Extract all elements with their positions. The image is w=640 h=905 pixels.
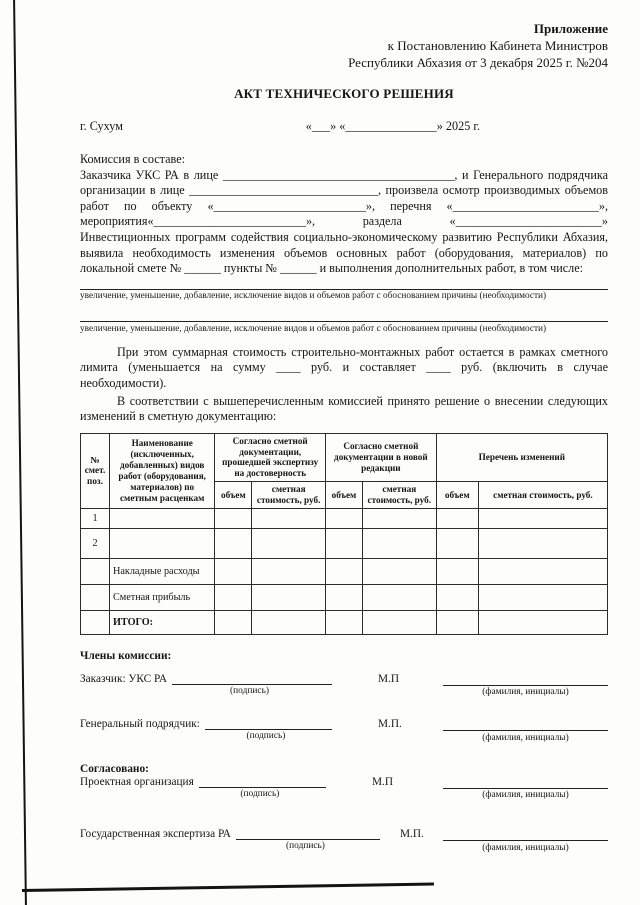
row-name-cell: Накладные расходы <box>109 558 214 584</box>
empty-cell <box>215 558 252 584</box>
annex-reference <box>80 20 608 71</box>
empty-cell <box>252 610 326 634</box>
signature-line <box>236 828 380 840</box>
annex-line2: к Постановлению Кабинета Министров <box>387 38 608 53</box>
table-row <box>81 508 608 528</box>
signatures-section <box>80 650 608 854</box>
commission-label: Комиссия в составе: <box>80 152 185 166</box>
empty-cell <box>215 610 252 634</box>
table-row <box>81 528 608 558</box>
signature-left <box>80 776 326 800</box>
limit-paragraph: При этом суммарная стоимость строительно-монтажных работ остается в рамках сметного лимита (уменьшается на сумму ____ руб. и составляет ____ руб. (включить в случае необходимости). <box>80 344 608 390</box>
table-row <box>81 610 608 634</box>
signature-label: Генеральный подрядчик: <box>80 718 200 731</box>
table-row <box>81 584 608 610</box>
signature-right <box>443 673 608 699</box>
stamp-placeholder: М.П. <box>400 828 424 841</box>
row-number-cell <box>81 584 110 610</box>
fio-caption: (фамилия, инициалы) <box>482 732 569 743</box>
commission-paragraph: Заказчика УКС РА в лице ______________________________________, и Генерального подрядчика организации в лице _______________________________, произвела осмотр производимых объемов работ по объекту «_________________________», перечня «________________________», мероприятия«_________________________», раздела «________________________» Инвестиционных программ содействия социально-экономическому развитию Республики Абхазия, выявила необходимость изменения объемов основных работ (оборудования, материалов) по локальной смете № ______ пункты № ______ и выполнения дополнительных работ, в том числе: <box>80 167 608 276</box>
fio-caption: (фамилия, инициалы) <box>482 842 569 853</box>
agreed-title: Согласовано: <box>80 762 149 775</box>
empty-cell <box>326 584 363 610</box>
row-number-cell: 2 <box>81 528 110 558</box>
row-name-cell <box>109 508 214 528</box>
col-header-position: № смет. поз. <box>81 433 110 508</box>
blank-caption-1: увеличение, уменьшение, добавление, исключение видов и объемов работ с обоснованием причины (необходимости) <box>80 291 547 302</box>
col-group-expertise: Согласно сметной документации, прошедшей экспертизу на достоверность <box>215 433 326 481</box>
subcol-volume-2: объем <box>326 482 363 509</box>
empty-cell <box>436 528 478 558</box>
empty-cell <box>478 584 607 610</box>
empty-cell <box>362 508 436 528</box>
signature-line <box>205 718 332 730</box>
signature-label: Проектная организация <box>80 775 194 788</box>
empty-cell <box>478 610 607 634</box>
col-header-name: Наименование (исключенных, добавленных) видов работ (оборудования, материалов) по сметным расценкам <box>109 433 214 508</box>
empty-cell <box>478 528 607 558</box>
city-date-row <box>80 119 608 134</box>
row-number-cell: 1 <box>81 508 110 528</box>
stamp-placeholder: М.П. <box>378 718 402 731</box>
empty-cell <box>326 610 363 634</box>
signature-right <box>443 776 608 802</box>
annex-title: Приложение <box>533 21 608 36</box>
document-title: АКТ ТЕХНИЧЕСКОГО РЕШЕНИЯ <box>234 86 454 101</box>
subcol-cost-3: сметная стоимость, руб. <box>478 482 607 509</box>
subcol-volume-1: объем <box>215 482 252 509</box>
signature-row-contractor <box>80 718 608 744</box>
subcol-cost-2: сметная стоимость, руб. <box>362 482 436 509</box>
empty-cell <box>436 584 478 610</box>
table-row <box>81 558 608 584</box>
col-group-new-edition: Согласно сметной документации в новой редакции <box>326 433 437 481</box>
fio-caption: (фамилия, инициалы) <box>482 790 569 801</box>
signature-row-design-org <box>80 776 608 802</box>
empty-cell <box>436 610 478 634</box>
podpis-caption: (подпись) <box>246 731 286 742</box>
city-label: г. Сухум <box>80 119 123 133</box>
fio-line <box>443 718 608 731</box>
col-group-changes: Перечень изменений <box>436 433 607 481</box>
row-name-cell <box>109 528 214 558</box>
row-name-cell: ИТОГО: <box>109 610 214 634</box>
podpis-caption: (подпись) <box>240 788 280 799</box>
signature-right <box>443 718 608 744</box>
signature-row-state-expertise <box>80 828 608 854</box>
changes-table <box>80 433 608 635</box>
empty-cell <box>215 584 252 610</box>
empty-cell <box>252 508 326 528</box>
signature-left <box>80 718 332 742</box>
signature-left <box>80 828 380 852</box>
empty-cell <box>362 610 436 634</box>
empty-cell <box>252 558 326 584</box>
subcol-cost-1: сметная стоимость, руб. <box>252 482 326 509</box>
fio-line <box>443 828 608 841</box>
blank-caption-2: увеличение, уменьшение, добавление, исключение видов и объемов работ с обоснованием причины (необходимости) <box>80 323 547 334</box>
signature-line <box>172 673 332 685</box>
empty-cell <box>436 558 478 584</box>
empty-cell <box>478 558 607 584</box>
empty-cell <box>326 508 363 528</box>
podpis-caption: (подпись) <box>286 841 325 852</box>
podpis-caption: (подпись) <box>230 685 269 696</box>
empty-cell <box>252 528 326 558</box>
row-number-cell <box>81 558 110 584</box>
members-title: Члены комиссии: <box>80 649 172 662</box>
signature-label: Государственная экспертиза РА <box>80 828 231 841</box>
signature-left <box>80 673 332 697</box>
stamp-placeholder: М.П <box>378 672 400 685</box>
blank-line-1 <box>80 277 608 290</box>
empty-cell <box>478 508 607 528</box>
subcol-volume-3: объем <box>436 482 478 509</box>
signature-row-customer <box>80 673 608 699</box>
signature-label: Заказчик: УКС РА <box>80 672 168 685</box>
fio-line <box>443 673 608 686</box>
empty-cell <box>215 508 252 528</box>
row-number-cell <box>81 610 110 634</box>
signature-right <box>443 828 608 854</box>
decision-paragraph: В соответствии с вышеперечисленным комиссией принято решение о внесении следующих изменений в сметную документацию: <box>80 393 608 424</box>
fio-caption: (фамилия, инициалы) <box>482 687 569 698</box>
date-blank: «___» «_______________» 2025 г. <box>305 119 480 133</box>
empty-cell <box>215 528 252 558</box>
empty-cell <box>326 558 363 584</box>
empty-cell <box>362 558 436 584</box>
empty-cell <box>436 508 478 528</box>
empty-cell <box>252 584 326 610</box>
scan-edge-bottom <box>22 883 434 892</box>
empty-cell <box>362 528 436 558</box>
stamp-placeholder: М.П <box>372 775 394 788</box>
empty-cell <box>326 528 363 558</box>
annex-line3: Республики Абхазия от 3 декабря 2025 г. №204 <box>348 55 608 70</box>
fio-line <box>443 776 608 789</box>
empty-cell <box>362 584 436 610</box>
signature-line <box>199 776 326 788</box>
blank-line-2 <box>80 309 608 322</box>
row-name-cell: Сметная прибыль <box>109 584 214 610</box>
